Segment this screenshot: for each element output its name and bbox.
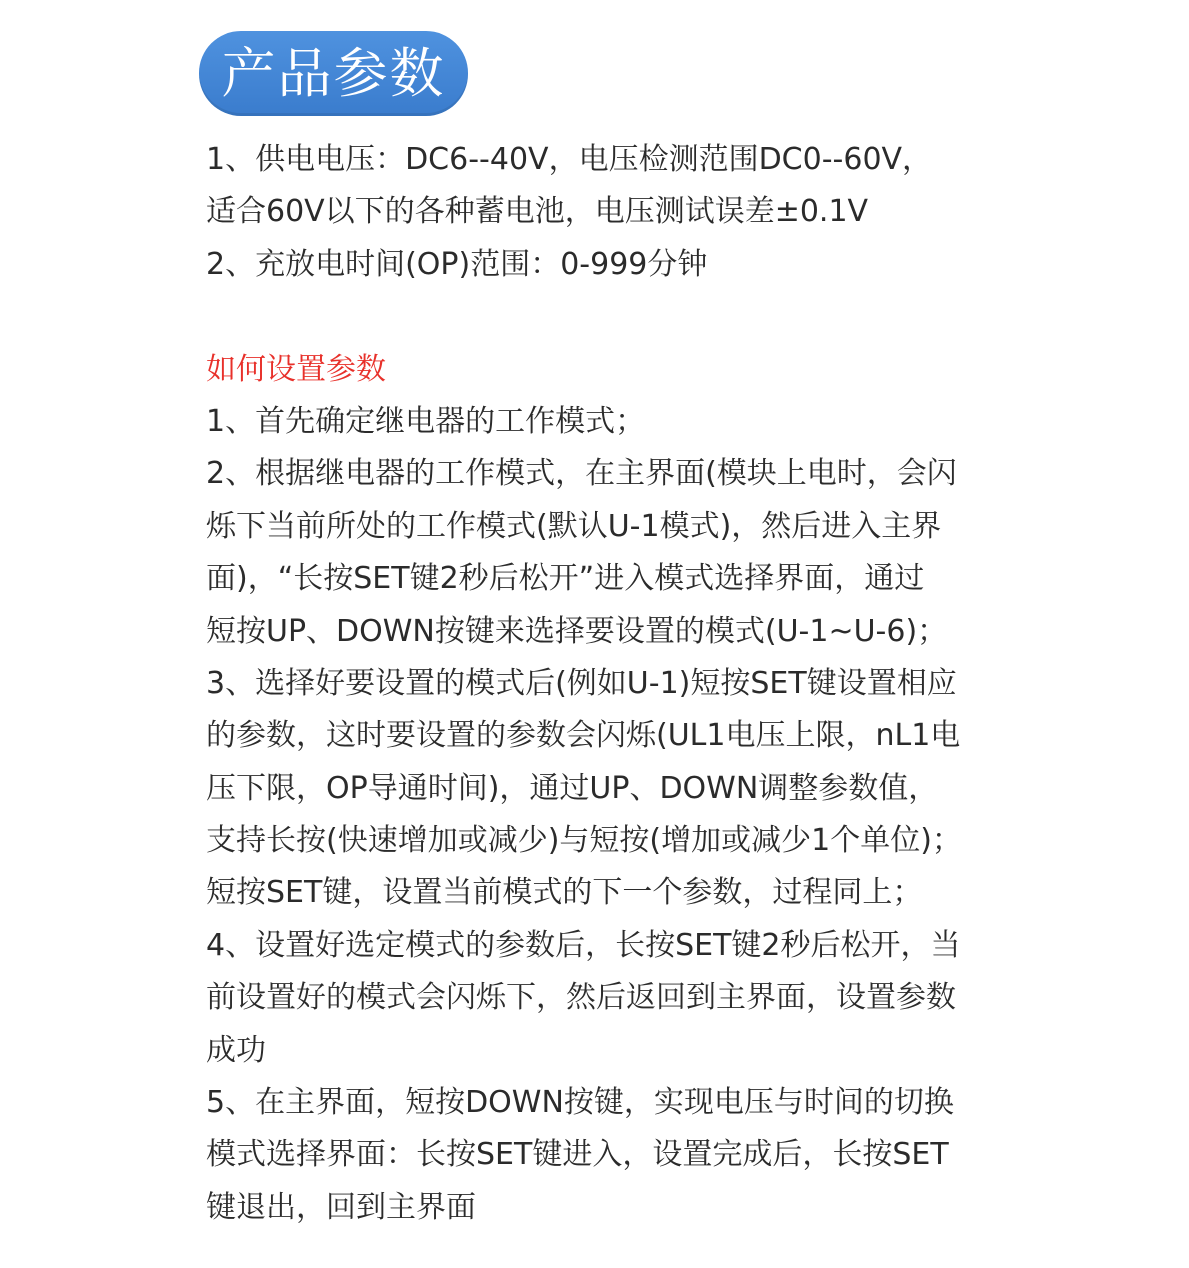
howto-line-9: 支持长按(快速增加或减少)与短按(增加或减少1个单位)； xyxy=(206,823,962,859)
howto-line-2: 2、根据继电器的工作模式，在主界面(模块上电时，会闪 xyxy=(206,456,957,492)
howto-line-15: 模式选择界面：长按SET键进入，设置完成后，长按SET xyxy=(206,1137,949,1173)
howto-line-1: 1、首先确定继电器的工作模式； xyxy=(206,403,646,439)
howto-line-12: 前设置好的模式会闪烁下，然后返回到主界面，设置参数 xyxy=(206,980,956,1016)
howto-line-4: 面)，“长按SET键2秒后松开”进入模式选择界面，通过 xyxy=(206,561,925,597)
howto-line-16: 键退出，回到主界面 xyxy=(206,1189,476,1225)
howto-line-8: 压下限，OP导通时间)，通过UP、DOWN调整参数值， xyxy=(206,770,939,806)
howto-line-6: 3、选择好要设置的模式后(例如U-1)短按SET键设置相应 xyxy=(206,665,957,701)
blank-line xyxy=(206,291,1026,343)
howto-heading: 如何设置参数 xyxy=(206,351,386,387)
content-block xyxy=(206,134,1026,1234)
howto-line-14: 5、在主界面，短按DOWN按键，实现电压与时间的切换 xyxy=(206,1085,954,1121)
howto-line-3: 烁下当前所处的工作模式(默认U-1模式)，然后进入主界 xyxy=(206,508,942,544)
howto-line-5: 短按UP、DOWN按键来选择要设置的模式(U-1~U-6)； xyxy=(206,613,948,649)
howto-line-13: 成功 xyxy=(206,1032,266,1068)
spec-line-2: 适合60V以下的各种蓄电池，电压测试误差±0.1V xyxy=(206,194,869,230)
howto-line-11: 4、设置好选定模式的参数后，长按SET键2秒后松开，当 xyxy=(206,927,961,963)
howto-line-10: 短按SET键，设置当前模式的下一个参数，过程同上； xyxy=(206,875,923,911)
howto-line-7: 的参数，这时要设置的参数会闪烁(UL1电压上限，nL1电 xyxy=(206,718,961,754)
spec-line-1: 1、供电电压：DC6--40V，电压检测范围DC0--60V， xyxy=(206,142,933,177)
section-title-badge xyxy=(199,31,468,116)
section-title: 产品参数 xyxy=(221,42,446,105)
spec-line-3: 2、充放电时间(OP)范围：0-999分钟 xyxy=(206,246,708,282)
